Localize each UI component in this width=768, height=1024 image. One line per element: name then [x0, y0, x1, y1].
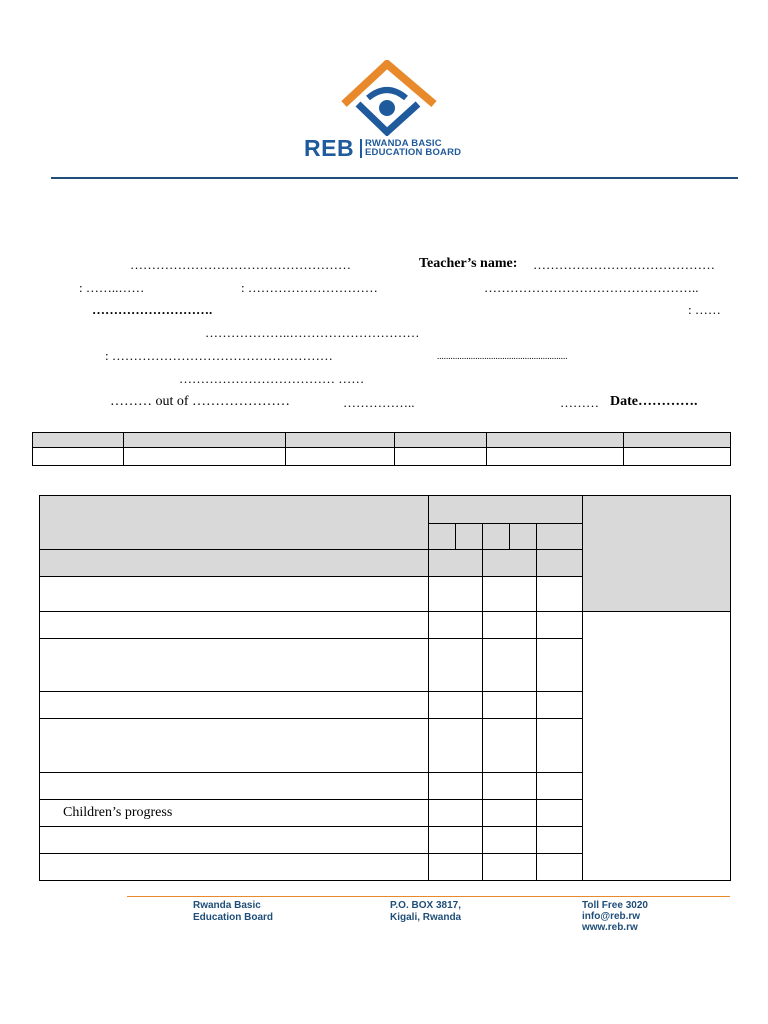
footer-phone: Toll Free 3020: [582, 900, 648, 911]
comments-cell[interactable]: [583, 612, 731, 881]
score-cell[interactable]: [537, 577, 583, 612]
table-row: [40, 612, 731, 639]
summary-cell[interactable]: [487, 448, 624, 466]
date-label: Date………….: [610, 394, 698, 409]
score-cell[interactable]: [429, 639, 483, 692]
section-score-cell: [537, 550, 583, 577]
score-cell[interactable]: [537, 827, 583, 854]
score-cell[interactable]: [537, 800, 583, 827]
field-dots: : ……: [688, 302, 721, 317]
score-cell[interactable]: [429, 854, 483, 881]
score-out-of: ……… out of …………………: [110, 394, 291, 409]
summary-cell[interactable]: [395, 448, 487, 466]
criteria-cell: [40, 612, 429, 639]
field-dots: ……………………….: [92, 302, 213, 317]
field-dots: ..........................................................: [437, 351, 568, 361]
observation-table: [39, 495, 731, 881]
score-cell[interactable]: [483, 854, 537, 881]
score-cell[interactable]: [483, 692, 537, 719]
summary-header-cell: [487, 433, 624, 448]
teacher-name-dots: ……………………………………: [533, 257, 715, 272]
summary-cell[interactable]: [33, 448, 124, 466]
field-dots: ………: [560, 395, 599, 410]
score-cell[interactable]: [429, 827, 483, 854]
logo-acronym: REB: [304, 135, 355, 161]
section-header-cell: [40, 550, 429, 577]
score-cell[interactable]: [429, 577, 483, 612]
rating-cell: [510, 524, 537, 550]
score-cell[interactable]: [429, 800, 483, 827]
field-dots: ……………………………………………: [130, 257, 351, 272]
score-cell[interactable]: [483, 577, 537, 612]
teacher-name-label: Teacher’s name:: [419, 256, 518, 271]
score-cell[interactable]: [483, 612, 537, 639]
criteria-cell: [40, 827, 429, 854]
score-cell[interactable]: [483, 800, 537, 827]
field-dots: : …………………………: [241, 280, 378, 295]
header-divider: [51, 177, 738, 179]
field-dots: ……………..: [343, 395, 415, 410]
summary-header-row: [33, 433, 731, 448]
logo-line1: RWANDA BASIC: [365, 138, 442, 149]
score-cell[interactable]: [537, 612, 583, 639]
score-cell[interactable]: [429, 773, 483, 800]
score-cell[interactable]: [537, 854, 583, 881]
rating-cell: [537, 524, 583, 550]
score-cell[interactable]: [483, 773, 537, 800]
criteria-cell: [40, 854, 429, 881]
criteria-cell: [40, 719, 429, 773]
summary-header-cell: [395, 433, 487, 448]
section-score-cell: [429, 550, 483, 577]
section-score-cell: [483, 550, 537, 577]
footer-address-line1: P.O. BOX 3817,: [390, 900, 461, 911]
field-dots: ……………………………… ……: [179, 371, 365, 386]
rating-cell: [483, 524, 510, 550]
summary-header-cell: [123, 433, 285, 448]
score-cell[interactable]: [429, 612, 483, 639]
criteria-cell: [40, 639, 429, 692]
summary-header-cell: [624, 433, 731, 448]
score-cell[interactable]: [483, 827, 537, 854]
score-cell[interactable]: [537, 692, 583, 719]
footer-org-line2: Education Board: [193, 912, 274, 923]
field-dots: ………………..…………………………: [205, 325, 420, 340]
criteria-cell: [40, 692, 429, 719]
header-criteria-cell: [40, 496, 429, 550]
field-dots: : ……..……: [79, 280, 145, 295]
footer-divider: [127, 896, 730, 897]
criteria-cell: [40, 577, 429, 612]
summary-row: [33, 448, 731, 466]
footer-website-link[interactable]: www.reb.rw: [582, 922, 638, 933]
score-cell[interactable]: [537, 639, 583, 692]
summary-cell[interactable]: [624, 448, 731, 466]
table-header-row: [40, 496, 731, 524]
rating-cell: [429, 524, 456, 550]
footer-email-link[interactable]: info@reb.rw: [582, 911, 641, 922]
score-cell[interactable]: [537, 773, 583, 800]
score-cell[interactable]: [483, 719, 537, 773]
header-rating-cell: [429, 496, 583, 524]
summary-cell[interactable]: [123, 448, 285, 466]
children-progress-label: Children’s progress: [40, 800, 429, 827]
footer-org-line1: Rwanda Basic: [193, 900, 261, 911]
score-cell[interactable]: [429, 719, 483, 773]
summary-header-cell: [33, 433, 124, 448]
logo-separator: [360, 139, 362, 158]
summary-table: [32, 432, 731, 466]
header-comments-cell: [583, 496, 731, 612]
score-cell[interactable]: [537, 719, 583, 773]
score-cell[interactable]: [483, 639, 537, 692]
criteria-cell: [40, 773, 429, 800]
score-cell[interactable]: [429, 692, 483, 719]
reb-logo-icon: [340, 60, 440, 136]
logo-line2: EDUCATION BOARD: [365, 147, 462, 158]
field-dots: : ……………………………………………: [105, 348, 333, 363]
field-dots: …………………………………………..: [484, 280, 699, 295]
footer-address-line2: Kigali, Rwanda: [390, 912, 462, 923]
summary-cell[interactable]: [285, 448, 395, 466]
summary-header-cell: [285, 433, 395, 448]
rating-cell: [456, 524, 483, 550]
